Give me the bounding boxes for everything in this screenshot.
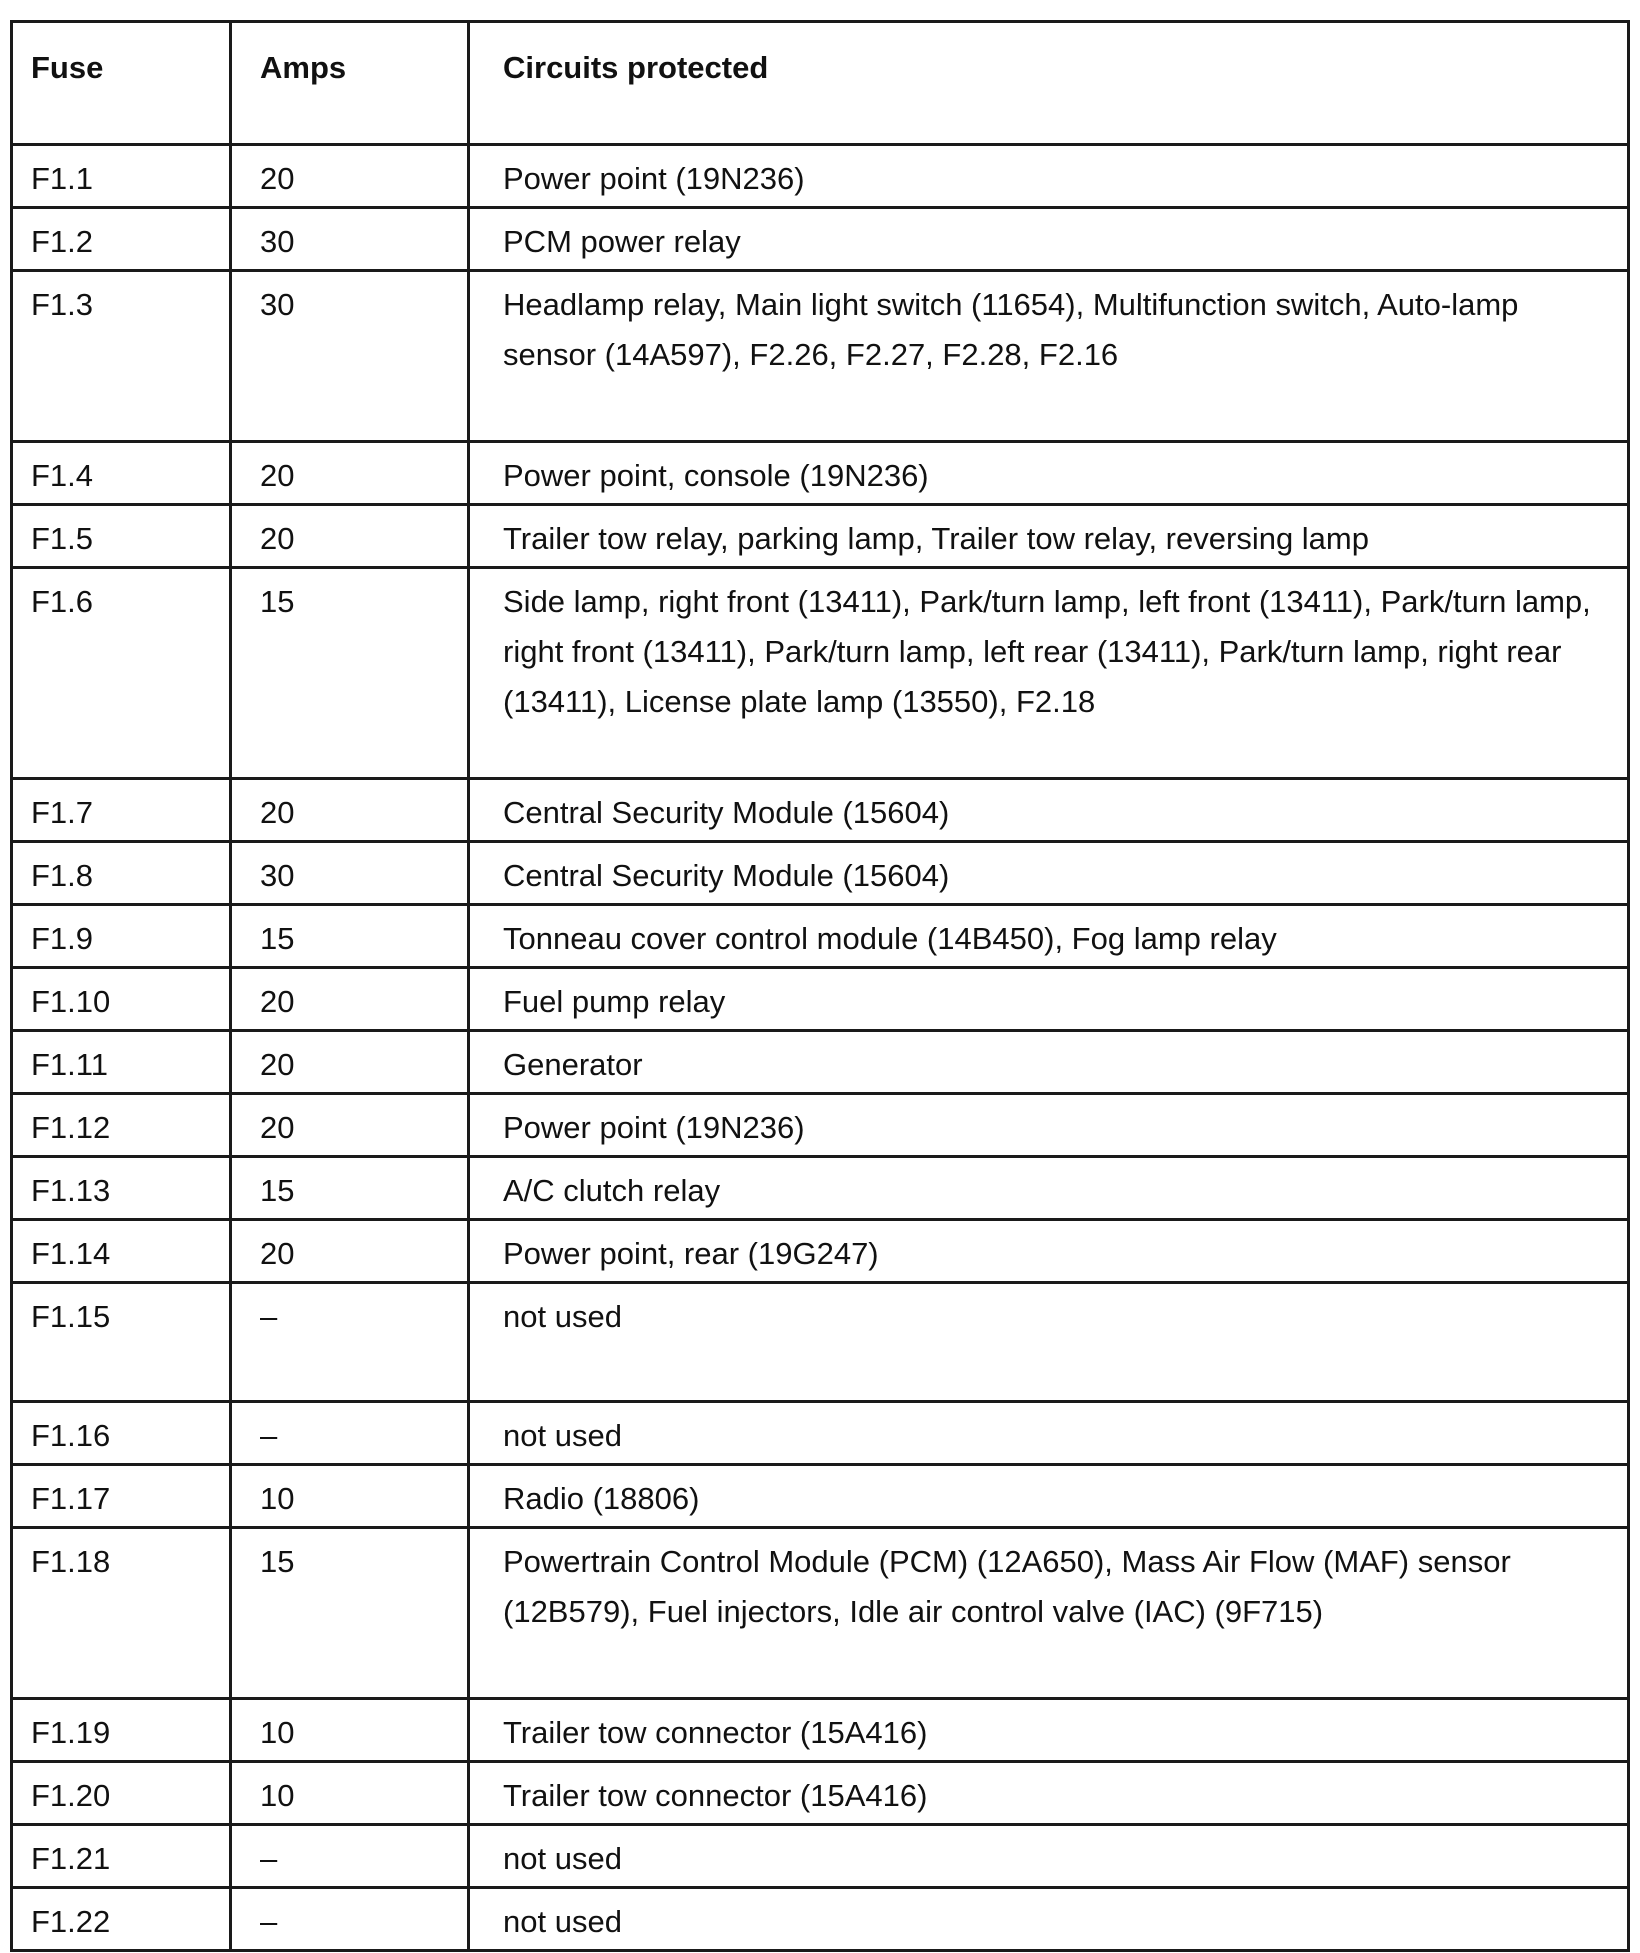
circuits-cell: Central Security Module (15604) bbox=[469, 842, 1629, 905]
fuse-cell: F1.12 bbox=[12, 1094, 231, 1157]
amps-cell: 20 bbox=[231, 505, 469, 568]
fuse-table bbox=[10, 20, 1630, 1952]
table-row bbox=[12, 1762, 1629, 1825]
table-row bbox=[12, 779, 1629, 842]
table-row bbox=[12, 145, 1629, 208]
header-fuse: Fuse bbox=[12, 22, 231, 145]
amps-cell: 20 bbox=[231, 968, 469, 1031]
table-row bbox=[12, 1402, 1629, 1465]
fuse-cell: F1.11 bbox=[12, 1031, 231, 1094]
fuse-cell: F1.8 bbox=[12, 842, 231, 905]
amps-cell: 15 bbox=[231, 1157, 469, 1220]
fuse-table-container bbox=[10, 20, 1627, 1952]
circuits-cell: not used bbox=[469, 1283, 1629, 1402]
amps-cell: 30 bbox=[231, 842, 469, 905]
fuse-cell: F1.15 bbox=[12, 1283, 231, 1402]
table-row bbox=[12, 208, 1629, 271]
circuits-cell: Radio (18806) bbox=[469, 1465, 1629, 1528]
fuse-cell: F1.9 bbox=[12, 905, 231, 968]
circuits-cell: not used bbox=[469, 1825, 1629, 1888]
fuse-cell: F1.2 bbox=[12, 208, 231, 271]
amps-cell: 20 bbox=[231, 779, 469, 842]
circuits-cell: Tonneau cover control module (14B450), Fog lamp relay bbox=[469, 905, 1629, 968]
table-row bbox=[12, 1283, 1629, 1402]
fuse-cell: F1.10 bbox=[12, 968, 231, 1031]
amps-cell: – bbox=[231, 1825, 469, 1888]
amps-cell: 10 bbox=[231, 1762, 469, 1825]
amps-cell: – bbox=[231, 1888, 469, 1951]
amps-cell: 15 bbox=[231, 905, 469, 968]
circuits-cell: Trailer tow relay, parking lamp, Trailer tow relay, reversing lamp bbox=[469, 505, 1629, 568]
table-row bbox=[12, 1888, 1629, 1951]
amps-cell: 20 bbox=[231, 1220, 469, 1283]
fuse-cell: F1.13 bbox=[12, 1157, 231, 1220]
amps-cell: 30 bbox=[231, 208, 469, 271]
circuits-cell: Power point, rear (19G247) bbox=[469, 1220, 1629, 1283]
fuse-cell: F1.3 bbox=[12, 271, 231, 442]
table-row bbox=[12, 842, 1629, 905]
header-row bbox=[12, 22, 1629, 145]
fuse-cell: F1.14 bbox=[12, 1220, 231, 1283]
circuits-cell: not used bbox=[469, 1888, 1629, 1951]
circuits-cell: Trailer tow connector (15A416) bbox=[469, 1762, 1629, 1825]
table-row bbox=[12, 568, 1629, 779]
circuits-cell: Power point (19N236) bbox=[469, 1094, 1629, 1157]
fuse-cell: F1.21 bbox=[12, 1825, 231, 1888]
amps-cell: 10 bbox=[231, 1465, 469, 1528]
amps-cell: 20 bbox=[231, 1031, 469, 1094]
table-row bbox=[12, 1220, 1629, 1283]
table-row bbox=[12, 505, 1629, 568]
table-row bbox=[12, 271, 1629, 442]
table-row bbox=[12, 1699, 1629, 1762]
fuse-cell: F1.6 bbox=[12, 568, 231, 779]
fuse-cell: F1.5 bbox=[12, 505, 231, 568]
circuits-cell: not used bbox=[469, 1402, 1629, 1465]
table-row bbox=[12, 1157, 1629, 1220]
fuse-cell: F1.16 bbox=[12, 1402, 231, 1465]
circuits-cell: PCM power relay bbox=[469, 208, 1629, 271]
fuse-cell: F1.7 bbox=[12, 779, 231, 842]
amps-cell: 15 bbox=[231, 1528, 469, 1699]
circuits-cell: Generator bbox=[469, 1031, 1629, 1094]
amps-cell: 20 bbox=[231, 145, 469, 208]
circuits-cell: Fuel pump relay bbox=[469, 968, 1629, 1031]
fuse-cell: F1.20 bbox=[12, 1762, 231, 1825]
header-amps: Amps bbox=[231, 22, 469, 145]
table-row bbox=[12, 905, 1629, 968]
amps-cell: – bbox=[231, 1283, 469, 1402]
fuse-cell: F1.18 bbox=[12, 1528, 231, 1699]
table-row bbox=[12, 1465, 1629, 1528]
fuse-cell: F1.4 bbox=[12, 442, 231, 505]
circuits-cell: Side lamp, right front (13411), Park/turn lamp, left front (13411), Park/turn lamp, right front (13411), Park/turn lamp, left rear (13411), Park/turn lamp, right rear (13411), License plate lamp (13550), F2.18 bbox=[469, 568, 1629, 779]
fuse-cell: F1.1 bbox=[12, 145, 231, 208]
table-row bbox=[12, 1825, 1629, 1888]
circuits-cell: Trailer tow connector (15A416) bbox=[469, 1699, 1629, 1762]
circuits-cell: Power point (19N236) bbox=[469, 145, 1629, 208]
amps-cell: 20 bbox=[231, 1094, 469, 1157]
amps-cell: 30 bbox=[231, 271, 469, 442]
circuits-cell: Powertrain Control Module (PCM) (12A650), Mass Air Flow (MAF) sensor (12B579), Fuel injectors, Idle air control valve (IAC) (9F715) bbox=[469, 1528, 1629, 1699]
circuits-cell: A/C clutch relay bbox=[469, 1157, 1629, 1220]
amps-cell: – bbox=[231, 1402, 469, 1465]
circuits-cell: Power point, console (19N236) bbox=[469, 442, 1629, 505]
fuse-cell: F1.19 bbox=[12, 1699, 231, 1762]
table-row bbox=[12, 1528, 1629, 1699]
amps-cell: 15 bbox=[231, 568, 469, 779]
circuits-cell: Headlamp relay, Main light switch (11654), Multifunction switch, Auto-lamp sensor (14A597), F2.26, F2.27, F2.28, F2.16 bbox=[469, 271, 1629, 442]
amps-cell: 20 bbox=[231, 442, 469, 505]
fuse-cell: F1.22 bbox=[12, 1888, 231, 1951]
table-row bbox=[12, 442, 1629, 505]
table-row bbox=[12, 1094, 1629, 1157]
fuse-cell: F1.17 bbox=[12, 1465, 231, 1528]
table-row bbox=[12, 1031, 1629, 1094]
circuits-cell: Central Security Module (15604) bbox=[469, 779, 1629, 842]
table-row bbox=[12, 968, 1629, 1031]
header-circuits: Circuits protected bbox=[469, 22, 1629, 145]
amps-cell: 10 bbox=[231, 1699, 469, 1762]
